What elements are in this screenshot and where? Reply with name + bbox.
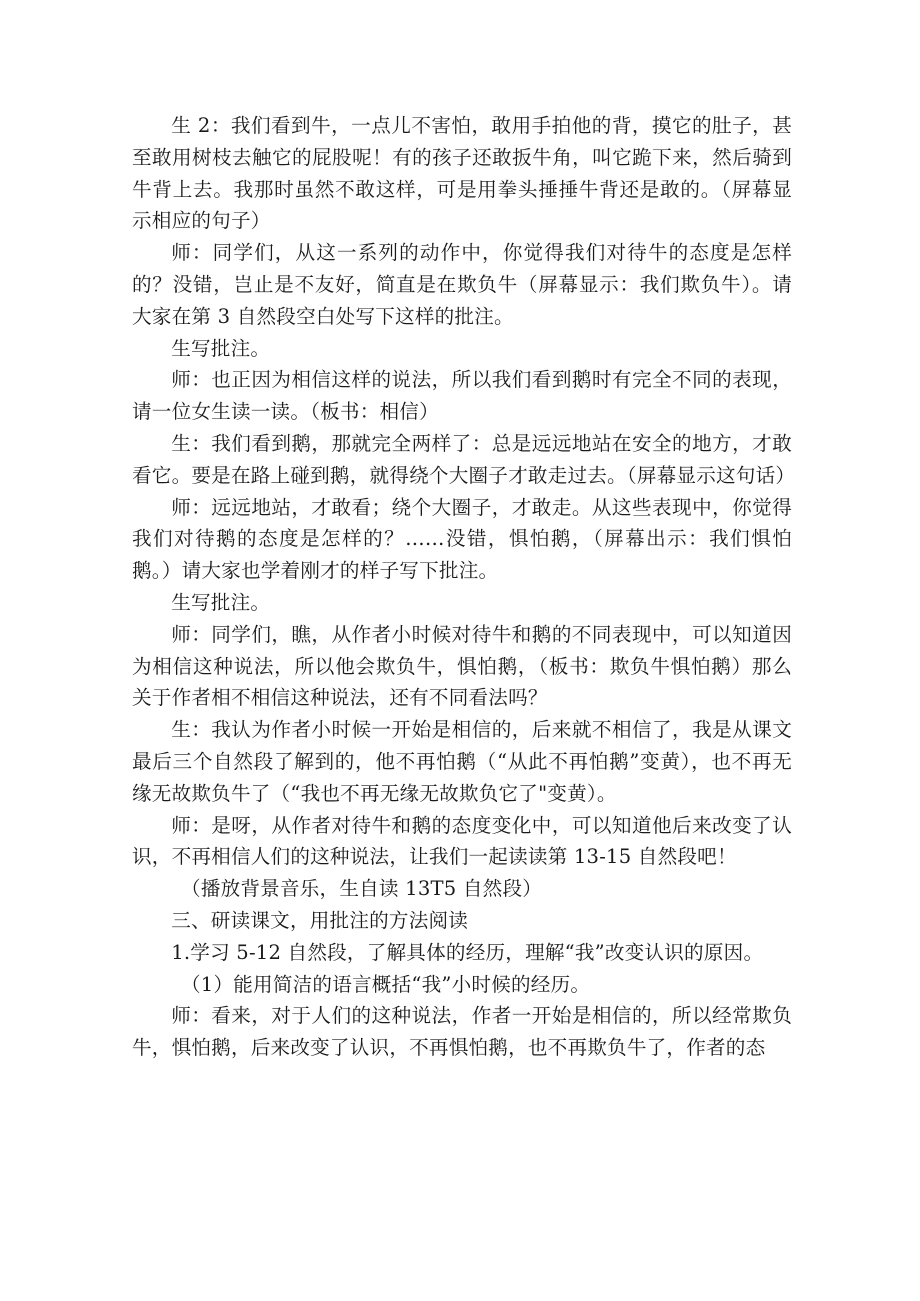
paragraph-background-music: （播放背景音乐，生自读 13T5 自然段）	[181, 877, 543, 901]
paragraph-teacher-believe: 师：也正因为相信这样的说法，所以我们看到鹅时有完全不同的表现，请一位女生读一读。（板书：相信）	[132, 368, 792, 424]
subsection-heading-1-1: （1）能用简洁的语言概括“我”小时候的经历。	[181, 972, 591, 996]
subsection-heading-1: 1.学习 5-12 自然段，了解具体的经历，理解“我”改变认识的原因。	[171, 940, 764, 964]
paragraph-teacher-read-together: 师：是呀，从作者对待牛和鹅的态度变化中，可以知道他后来改变了认识，不再相信人们的这种说法，让我们一起读读第 13-15 自然段吧！	[132, 813, 792, 869]
section-heading-three: 三、研读课文，用批注的方法阅读	[171, 908, 469, 932]
paragraph-teacher-bully-cow: 师：同学们，从这一系列的动作中，你觉得我们对待牛的态度是怎样的？没错，岂止是不友好，简直是在欺负牛（屏幕显示：我们欺负牛）。请大家在第 3 自然段空白处写下这样的批注。	[132, 241, 792, 328]
paragraph-teacher-different-views: 师：同学们，瞧，从作者小时候对待牛和鹅的不同表现中，可以知道因为相信这种说法，所以他会欺负牛，惧怕鹅，（板书：欺负牛惧怕鹅）那么关于作者相不相信这种说法，还有不同看法吗？	[132, 622, 792, 710]
paragraph-write-annotation-2: 生写批注。	[171, 590, 271, 614]
paragraph-teacher-summary: 师：看来，对于人们的这种说法，作者一开始是相信的，所以经常欺负牛，惧怕鹅，后来改变了认识，不再惧怕鹅，也不再欺负牛了，作者的态	[132, 1004, 792, 1060]
document-body	[132, 110, 796, 1064]
paragraph-student-changed-view: 生：我认为作者小时候一开始是相信的，后来就不相信了，我是从课文最后三个自然段了解到的，他不再怕鹅（“从此不再怕鹅”变黄），也不再无缘无故欺负牛了（“我也不再无缘无故欺负它了"变黄）。	[132, 718, 792, 805]
paragraph-student2-cow: 生 2：我们看到牛，一点儿不害怕，敢用手拍他的背，摸它的肚子，甚至敢用树枝去触它的屁股呢！有的孩子还敢扳牛角，叫它跪下来，然后骑到牛背上去。我那时虽然不敢这样，可是用拳头捶捶牛背还是敢的。（屏幕显示相应的句子）	[132, 114, 792, 233]
paragraph-write-annotation-1: 生写批注。	[171, 336, 271, 360]
paragraph-student-goose: 生：我们看到鹅，那就完全两样了：总是远远地站在安全的地方，才敢看它。要是在路上碰到鹅，就得绕个大圈子才敢走过去。（屏幕显示这句话）	[132, 431, 796, 487]
paragraph-teacher-fear-goose: 师：远远地站，才敢看；绕个大圈子，才敢走。从这些表现中，你觉得我们对待鹅的态度是怎样的？……没错，惧怕鹅，（屏幕出示：我们惧怕鹅。）请大家也学着刚才的样子写下批注。	[132, 495, 792, 583]
